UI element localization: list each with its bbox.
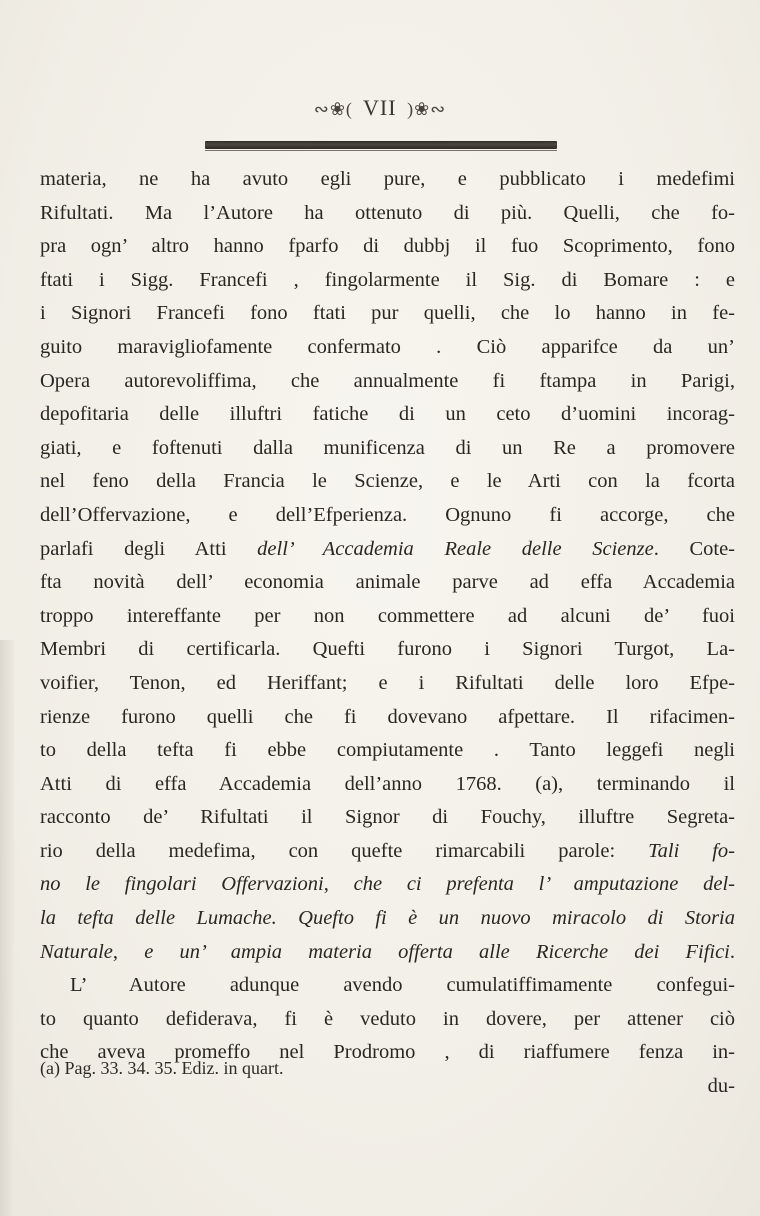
text-line: giati, e foftenuti dalla munificenza di un Re a promovere (40, 436, 735, 459)
italic-span: dell’ Accademia Reale delle Scienze (257, 537, 654, 560)
body-text (40, 163, 735, 1104)
text-line: du- (707, 1075, 735, 1098)
text-line: Atti di effa Accademia dell’anno 1768. (a), terminando il (40, 772, 735, 795)
text-line: materia, ne ha avuto egli pure, e pubblicato i medefimi (40, 168, 735, 190)
text-line: ftati i Sigg. Francefi , fingolarmente il Sig. di Bomare : e (40, 268, 735, 291)
italic-span: che ci prefenta l’ amputazione del- (353, 873, 736, 896)
ornament-right: )❀∾ (407, 99, 447, 119)
text-line: Opera autorevoliffima, che annualmente fi ftampa in Parigi, (40, 369, 735, 392)
text-line: Rifultati. Ma l’Autore ha ottenuto di più. Quelli, che fo- (40, 201, 735, 224)
text-line: parlafi degli Atti dell’ Accademia Reale delle Scienze. Cote- (40, 537, 736, 560)
header-rule-thin (205, 150, 557, 151)
text-line (40, 902, 735, 936)
text-line: dell’Offervazione, e dell’Efperienza. Ognuno fi accorge, che (40, 503, 735, 526)
text-line: Naturale, e un’ ampia materia offerta alle Ricerche dei Fifici. (40, 940, 736, 963)
italic-span: Tali fo- (648, 839, 736, 862)
text-line: Membri di certificarla. Quefti furono i Signori Turgot, La- (40, 638, 735, 661)
text-line: i Signori Francefi fono ftati pur quelli, che lo hanno in fe- (40, 302, 735, 325)
text-line: no le fingolari Offervazioni, che ci prefenta l’ amputazione del- (40, 873, 736, 896)
text-line: to della tefta fi ebbe compiutamente . Tanto leggefi negli (40, 739, 735, 762)
text-line: L’ Autore adunque avendo cumulatiffimamente confegui- (70, 974, 735, 997)
ornament-left: ∾❀( (313, 99, 353, 119)
text-line: nel feno della Francia le Scienze, e le Arti con la fcorta (40, 470, 735, 493)
italic-span: e un’ ampia materia offerta alle Ricerche dei Fifici (144, 940, 730, 963)
footnote: (a) Pag. 33. 34. 35. Ediz. in quart. (40, 1058, 284, 1078)
text-line: to quanto defiderava, fi è veduto in dovere, per attener ciò (40, 1007, 735, 1030)
text-line: racconto de’ Rifultati il Signor di Fouchy, illuftre Segreta- (40, 806, 735, 829)
italic-span: no le fingolari Offervazioni (40, 873, 324, 896)
text-line: guito maravigliofamente confermato . Ciò apparifce da un’ (40, 335, 735, 358)
text-line: fta novità dell’ economia animale parve ad effa Accademia (40, 571, 735, 594)
page-number: VII (363, 95, 397, 120)
header-rule (205, 141, 557, 149)
italic-span: Naturale (40, 940, 113, 963)
text-line: rienze furono quelli che fi dovevano afpettare. Il rifacimen- (40, 705, 735, 728)
italic-span: la tefta delle Lumache. Quefto fi è un nuovo miracolo di Storia (40, 907, 735, 930)
text-line: depofitaria delle illuftri fatiche di un ceto d’uomini incorag- (40, 403, 735, 426)
text-line: che aveva promeffo nel Prodromo , di riaffumere fenza in- (40, 1041, 735, 1064)
page-header (0, 95, 760, 121)
page-edge-shadow (0, 640, 14, 1216)
text-line: rio della medefima, con quefte rimarcabili parole: Tali fo- (40, 839, 736, 862)
text-line: voifier, Tenon, ed Heriffant; e i Rifultati delle loro Efpe- (40, 671, 735, 694)
text-line: troppo intereffante per non commettere ad alcuni de’ fuoi (40, 604, 735, 627)
text-line: pra ogn’ altro hanno fparfo di dubbj il fuo Scoprimento, fono (40, 235, 735, 258)
